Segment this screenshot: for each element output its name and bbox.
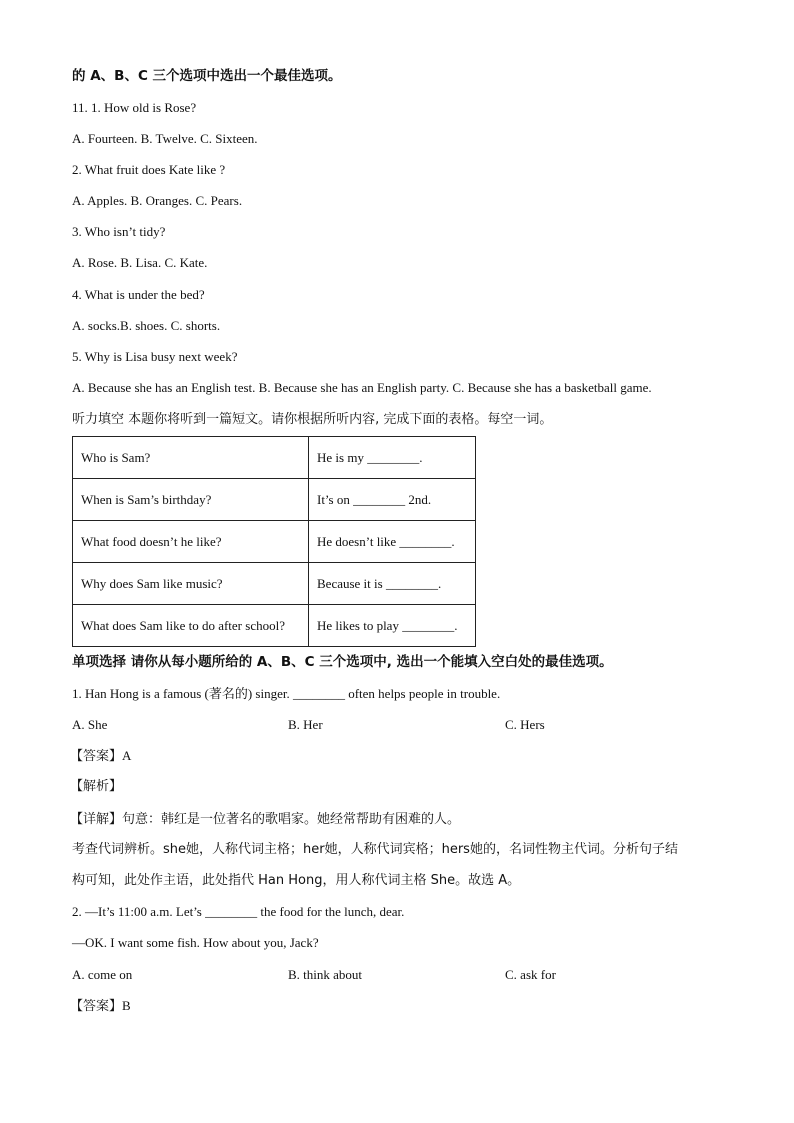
table-cell-answer: He is my ________.	[309, 437, 476, 479]
detail-line	[70, 811, 460, 828]
choice-question-2-line-1: 2. —It’s 11:00 a.m. Let’s ________ the food for the lunch, dear.	[72, 904, 405, 919]
choice-question-2-line-2: —OK. I want some fish. How about you, Jack?	[72, 935, 319, 950]
explanation-line-1: 考查代词辨析。she她，人称代词主格；her她，人称代词宾格；hers她的，名词性物主代词。分析句子结	[72, 842, 678, 857]
section-instruction: 的 A、B、C 三个选项中选出一个最佳选项。	[72, 68, 342, 84]
table-row	[73, 521, 476, 563]
choice-2-option-a: A. come on	[72, 967, 133, 982]
question-5: 5. Why is Lisa busy next week?	[72, 349, 238, 364]
detail-tag: 【详解】	[70, 812, 123, 827]
choice-1-option-b: B. Her	[288, 717, 323, 732]
choice-2-option-c: C. ask for	[505, 967, 556, 982]
table-cell-answer: Because it is ________.	[309, 563, 476, 605]
question-2: 2. What fruit does Kate like ?	[72, 162, 226, 177]
table-row	[73, 437, 476, 479]
question-3: 3. Who isn’t tidy?	[72, 224, 166, 239]
question-3-options: A. Rose. B. Lisa. C. Kate.	[72, 255, 208, 270]
question-1: 11. 1. How old is Rose?	[72, 100, 197, 115]
choice-2-option-b: B. think about	[288, 967, 363, 982]
table-cell-question: What food doesn’t he like?	[73, 521, 309, 563]
choice-question-1: 1. Han Hong is a famous (著名的) singer. ________ often helps people in trouble.	[72, 686, 501, 701]
detail-text: 句意：韩红是一位著名的歌唱家。她经常帮助有困难的人。	[122, 812, 461, 827]
explanation-line-2: 构可知，此处作主语，此处指代 Han Hong，用人称代词主格 She。故选 A。	[72, 873, 521, 888]
fill-section-instruction: 听力填空 本题你将听到一篇短文。请你根据所听内容, 完成下面的表格。每空一词。	[72, 412, 553, 427]
answer-tag: 【答案】	[70, 749, 123, 764]
answer-line-2	[70, 998, 131, 1015]
choice-1-option-a: A. She	[72, 717, 108, 732]
analysis-tag: 【解析】	[70, 779, 123, 794]
table-cell-question: When is Sam’s birthday?	[73, 479, 309, 521]
answer-value: B	[122, 998, 131, 1013]
question-5-options: A. Because she has an English test. B. Because she has an English party. C. Because she has a basketball game.	[72, 380, 652, 395]
question-2-options: A. Apples. B. Oranges. C. Pears.	[72, 193, 243, 208]
question-4-options: A. socks.B. shoes. C. shorts.	[72, 318, 221, 333]
table-cell-answer: It’s on ________ 2nd.	[309, 479, 476, 521]
question-1-options: A. Fourteen. B. Twelve. C. Sixteen.	[72, 131, 258, 146]
answer-line-1	[70, 748, 131, 765]
table-row	[73, 605, 476, 647]
table-cell-question: Why does Sam like music?	[73, 563, 309, 605]
choice-1-option-c: C. Hers	[505, 717, 545, 732]
fill-table	[72, 436, 476, 647]
choice-section-instruction: 单项选择 请你从每小题所给的 A、B、C 三个选项中, 选出一个能填入空白处的最佳选项。	[72, 654, 613, 670]
table-cell-answer: He doesn’t like ________.	[309, 521, 476, 563]
question-4: 4. What is under the bed?	[72, 287, 205, 302]
table-cell-question: What does Sam like to do after school?	[73, 605, 309, 647]
answer-tag: 【答案】	[70, 999, 123, 1014]
table-row	[73, 479, 476, 521]
answer-value: A	[122, 748, 132, 763]
table-cell-answer: He likes to play ________.	[309, 605, 476, 647]
table-cell-question: Who is Sam?	[73, 437, 309, 479]
table-row	[73, 563, 476, 605]
